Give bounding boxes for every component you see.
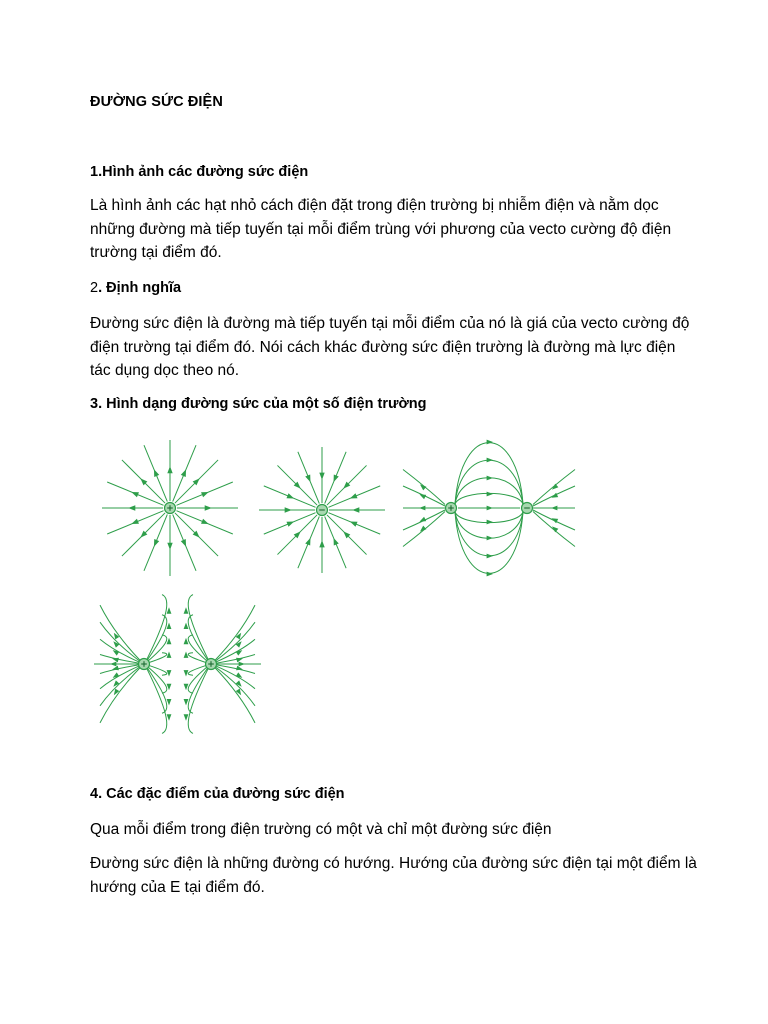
field-arrow [487,458,493,463]
field-arrow [286,493,294,498]
field-arrow [110,662,116,667]
field-arrow [167,714,172,720]
field-line [100,622,140,661]
field-arrow [205,505,212,510]
field-arrow [154,539,159,547]
field-line [100,668,140,723]
field-line [100,665,140,674]
field-arrow [305,474,310,482]
field-line [215,668,255,723]
field-arrow [236,672,243,678]
field-line [147,653,167,663]
field-arrow [167,543,172,550]
field-arrow [236,680,242,686]
field-line [455,512,523,556]
field-arrow [419,506,425,511]
field-arrow [167,638,172,644]
section-4-point-1: Qua mỗi điểm trong điện trường có một và chỉ một đường sức điện [90,821,552,838]
field-line [188,653,208,663]
field-arrow [236,650,243,656]
field-arrow [114,689,119,696]
field-arrow [419,494,426,499]
field-arrow [113,641,119,647]
field-arrow [184,623,189,629]
field-arrow [350,522,358,527]
field-line [188,665,208,675]
field-arrow [167,684,172,690]
field-arrow [167,607,172,613]
field-line [215,605,255,660]
field-arrow [201,519,209,524]
field-line [100,666,140,689]
section-2-title: . Định nghĩa [98,280,182,296]
field-line [215,667,255,706]
field-arrow [239,662,245,667]
field-arrow [131,519,139,524]
positive-charge-field-figure [102,440,238,576]
negative-charge-field-figure [259,447,385,573]
section-4-point-2: Đường sức điện là những đường có hướng. Hướng của đường sức điện tại một điểm là hướng của E tại điểm đó. [90,855,697,896]
field-line [147,595,167,659]
field-line [100,655,140,664]
section-3-heading: 3. Hình dạng đường sức của một số điện trường [90,396,427,412]
field-arrow [112,666,119,671]
field-arrow [201,492,209,497]
field-arrow [184,652,189,658]
field-arrow [113,650,120,656]
field-line [100,605,140,660]
field-arrow [184,684,189,690]
field-arrow [487,492,493,497]
field-arrow [184,714,189,720]
field-line [147,669,167,733]
field-arrow [487,440,493,445]
field-arrow [236,641,242,647]
field-arrow [181,469,186,477]
field-arrow [184,670,189,676]
field-arrow [184,699,189,705]
field-arrow [487,572,493,577]
field-arrow [487,554,493,559]
field-arrow [236,633,241,640]
field-line [455,478,523,504]
field-arrow [334,474,339,482]
field-arrow [114,633,119,640]
field-arrow [154,469,159,477]
like-charges-field-figure [94,595,261,734]
field-line [215,655,255,664]
section-4-heading: 4. Các đặc điểm của đường sức điện [90,786,345,802]
opposite-charges-field-figure [403,440,575,577]
field-arrow [487,506,493,511]
document-title: ĐƯỜNG SỨC ĐIỆN [90,94,223,110]
field-arrow [181,539,186,547]
field-arrow [285,507,292,512]
field-arrow [131,492,139,497]
field-line [188,669,208,733]
field-arrow [167,652,172,658]
section-2-number: 2 [90,280,99,296]
field-arrow [113,680,119,686]
section-2-text: Đường sức điện là đường mà tiếp tuyến tại mỗi điểm của nó là giá của vecto cường độ điện trường tại điểm đó. Nói cách khác đường sức điện trường là đường mà lực điện tác dụng dọc theo nó. [90,315,690,379]
field-arrow [319,473,324,480]
field-line [100,639,140,662]
field-line [215,622,255,661]
field-arrow [113,672,120,678]
field-line [147,665,167,675]
field-arrow [167,623,172,629]
field-line [188,595,208,659]
field-line [100,667,140,706]
field-arrow [112,658,119,663]
field-arrow [419,517,426,522]
field-arrow [487,520,493,525]
field-arrow [286,522,294,527]
field-arrow [236,689,241,696]
field-arrow [319,540,324,547]
field-line [215,639,255,662]
field-line [455,460,523,504]
section-1-text: Là hình ảnh các hạt nhỏ cách điện đặt trong điện trường bị nhiễm điện và nằm dọc những đường mà tiếp tuyến tại mỗi điểm trùng với phương của vecto cường độ điện trường tại điểm đó. [90,197,672,261]
field-line [455,512,523,538]
field-arrow [167,466,172,473]
field-arrow [184,607,189,613]
field-arrow [334,538,339,546]
field-arrow [487,536,493,541]
field-line [215,666,255,689]
field-arrow [128,505,135,510]
field-line [215,665,255,674]
field-arrow [184,638,189,644]
section-1-heading: 1.Hình ảnh các đường sức điện [90,164,309,180]
field-arrow [352,507,359,512]
field-arrow [487,476,493,481]
field-arrow [236,666,243,671]
field-arrow [350,493,358,498]
field-arrow [551,506,557,511]
field-arrow [167,670,172,676]
field-arrow [236,658,243,663]
field-arrow [167,699,172,705]
field-arrow [305,538,310,546]
